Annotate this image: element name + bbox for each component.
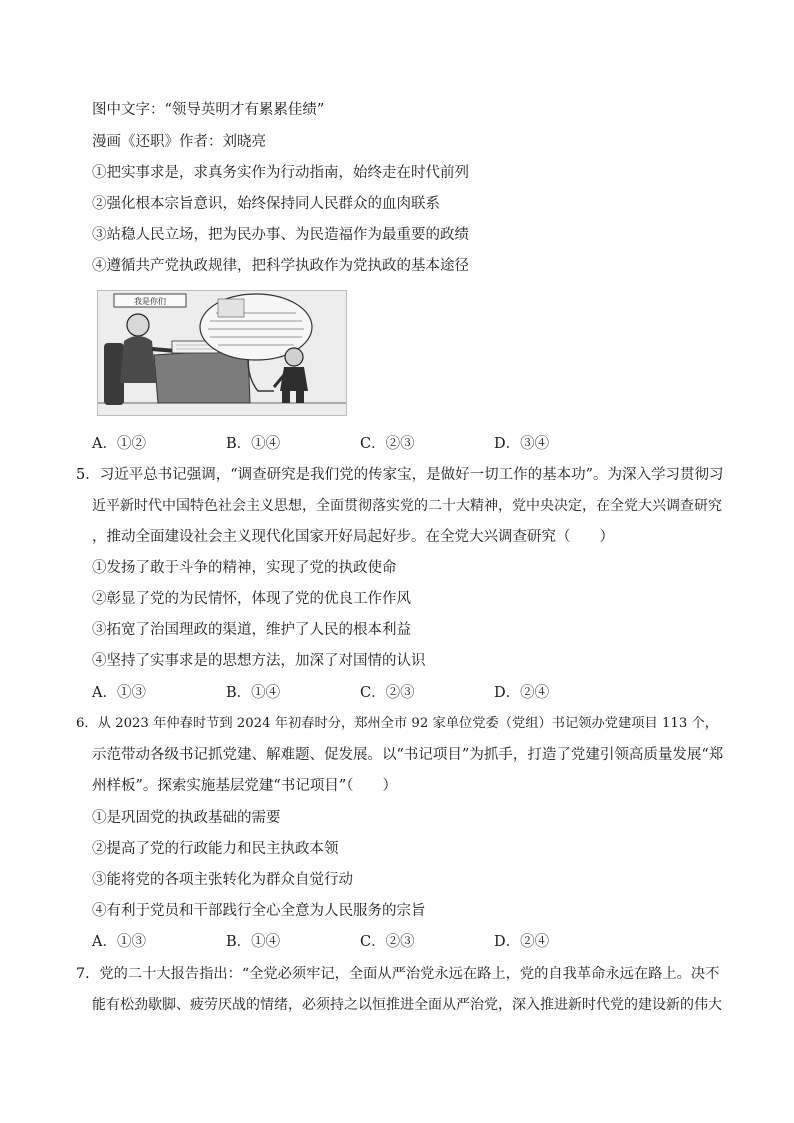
q5-stem-line-1: 5．习近平总书记强调，“调查研究是我们党的传家宝，是做好一切工作的基本功”。为深入学习贯彻习	[76, 467, 724, 483]
q6-option-c[interactable]: C．②③	[360, 934, 415, 950]
q4-option-b[interactable]: B．①④	[226, 436, 281, 452]
q4-option-d[interactable]: D．③④	[494, 436, 550, 452]
cartoon-banner: 我是你们	[134, 297, 166, 306]
q6-option-b[interactable]: B．①④	[226, 934, 281, 950]
q6-statement-1: ①是巩固党的执政基础的需要	[92, 810, 281, 826]
q5-options	[92, 683, 692, 703]
q4-option-a[interactable]: A．①②	[92, 436, 146, 452]
q5-statement-3: ③拓宽了治国理政的渠道，维护了人民的根本利益	[92, 622, 411, 638]
q4-options	[92, 434, 692, 454]
q7-stem-line-1: 7．党的二十大报告指出：“全党必须牢记，全面从严治党永远在路上，党的自我革命永远在路上。决不	[76, 966, 720, 982]
q5-stem-line-2: 近平新时代中国特色社会主义思想，全面贯彻落实党的二十大精神，党中央决定，在全党大兴调查研究	[92, 498, 722, 514]
q4-option-c[interactable]: C．②③	[360, 436, 415, 452]
q5-statement-2: ②彰显了党的为民情怀，体现了党的优良工作作风	[92, 591, 411, 607]
q5-statement-1: ①发扬了敢于斗争的精神，实现了党的执政使命	[92, 560, 397, 576]
q4-statement-1: ①把实事求是，求真务实作为行动指南，始终走在时代前列	[92, 165, 469, 181]
q4-statement-2: ②强化根本宗旨意识，始终保持同人民群众的血肉联系	[92, 196, 440, 212]
q5-option-d[interactable]: D．②④	[494, 685, 550, 701]
cartoon-caption-author: 漫画《还职》作者：刘晓亮	[92, 134, 266, 150]
q6-stem-line-1: 6．从 2023 年仲春时节到 2024 年初春时分，郑州全市 92 家单位党委（党组）书记领办党建项目 113 个，	[76, 716, 718, 731]
q6-stem-line-2: 示范带动各级书记抓党建、解难题、促发展。以“书记项目”为抓手，打造了党建引领高质量发展“郑	[92, 747, 724, 763]
q6-statement-2: ②提高了党的行政能力和民主执政本领	[92, 841, 339, 857]
cartoon-caption-text: 图中文字：“领导英明才有累累佳绩”	[92, 102, 325, 118]
q5-statement-4: ④坚持了实事求是的思想方法，加深了对国情的认识	[92, 653, 426, 669]
q6-option-a[interactable]: A．①③	[92, 934, 146, 950]
q6-statement-3: ③能将党的各项主张转化为群众自觉行动	[92, 872, 353, 888]
q5-option-a[interactable]: A．①③	[92, 685, 146, 701]
q5-stem-line-3: ，推动全面建设社会主义现代化国家开好局起好步。在全党大兴调查研究（ ）	[92, 529, 614, 545]
q6-option-d[interactable]: D．②④	[494, 934, 550, 950]
q4-statement-4: ④遵循共产党执政规律，把科学执政作为党执政的基本途径	[92, 258, 469, 274]
q5-option-c[interactable]: C．②③	[360, 685, 415, 701]
q5-option-b[interactable]: B．①④	[226, 685, 281, 701]
q6-options	[92, 932, 692, 952]
q6-stem-line-3: 州样板”。探索实施基层党建“书记项目”（ ）	[92, 778, 397, 794]
q4-statement-3: ③站稳人民立场，把为民办事、为民造福作为最重要的政绩	[92, 227, 469, 243]
q7-stem-line-2: 能有松劲歇脚、疲劳厌战的情绪，必须持之以恒推进全面从严治党，深入推进新时代党的建设新的伟大	[92, 997, 722, 1013]
cartoon-image	[97, 290, 347, 416]
q6-statement-4: ④有利于党员和干部践行全心全意为人民服务的宗旨	[92, 903, 426, 919]
